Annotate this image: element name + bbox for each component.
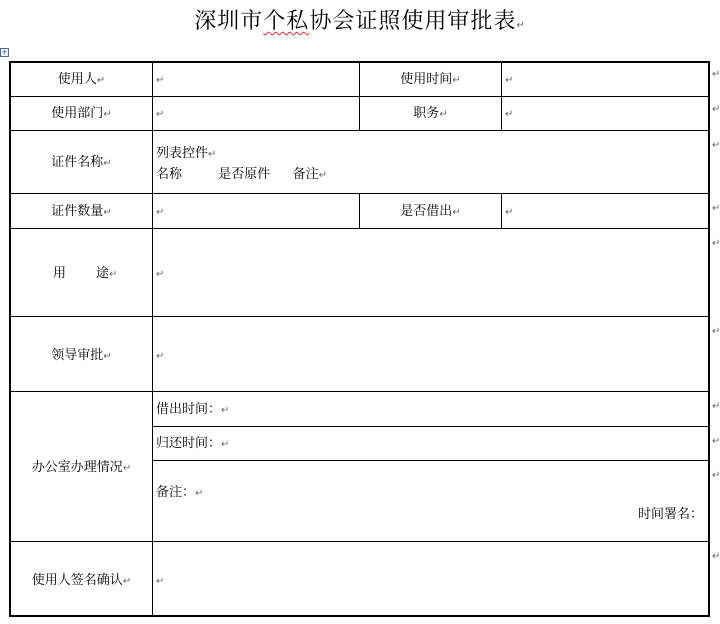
row-divider [153, 460, 708, 461]
return-time-field[interactable]: 归还时间：↵ [156, 436, 230, 451]
row-end-mark: ↵ [712, 436, 720, 447]
title-prefix: 深圳市 [194, 9, 264, 34]
row-divider [11, 228, 708, 229]
borrow-time-field[interactable]: 借出时间：↵ [156, 402, 230, 417]
leader-approval-label: 领导审批↵ [51, 348, 112, 363]
row-end-mark: ↵ [712, 470, 720, 481]
title-spell-flagged: 个私 [263, 9, 310, 34]
title-suffix: 协会证照使用审批表 [309, 9, 517, 34]
row-end-mark: ↵ [712, 69, 720, 80]
office-note-field[interactable]: 备注：↵ [156, 485, 204, 500]
user-signature-field[interactable]: ↵ [156, 576, 165, 587]
row-divider [11, 130, 708, 131]
department-label: 使用部门↵ [51, 106, 112, 121]
cert-quantity-field[interactable]: ↵ [156, 207, 165, 218]
col-note: 备注 [292, 167, 319, 182]
paragraph-mark: ↵ [516, 20, 526, 31]
row-end-mark: ↵ [712, 238, 720, 249]
row-end-mark: ↵ [712, 551, 720, 562]
row-divider [11, 541, 708, 542]
usage-time-label: 使用时间↵ [400, 72, 461, 87]
column-divider [152, 63, 153, 615]
leader-approval-field[interactable]: ↵ [156, 351, 165, 362]
position-label: 职务↵ [413, 106, 448, 121]
office-handling-label: 办公室办理情况↵ [31, 460, 132, 475]
user-label: 使用人↵ [57, 72, 106, 87]
row-divider [153, 426, 708, 427]
position-field[interactable]: ↵ [505, 109, 514, 120]
purpose-label: 用 途↵ [53, 266, 118, 281]
cert-name-label: 证件名称↵ [51, 155, 112, 170]
list-control-title[interactable]: 列表控件↵ [156, 146, 217, 161]
purpose-field[interactable]: ↵ [156, 269, 165, 280]
time-signature-field[interactable]: 时间署名： [638, 507, 704, 522]
row-end-mark: ↵ [712, 104, 720, 115]
list-control-columns: 名称 是否原件 备注↵ [156, 167, 327, 182]
column-divider [501, 63, 502, 130]
usage-time-field[interactable]: ↵ [505, 75, 514, 86]
row-end-mark: ↵ [712, 401, 720, 412]
table-move-handle-icon[interactable]: + [1, 48, 8, 56]
col-name: 名称 [156, 167, 183, 182]
borrowed-label: 是否借出↵ [400, 204, 461, 219]
cert-quantity-label: 证件数量↵ [51, 204, 112, 219]
row-end-mark: ↵ [712, 140, 720, 151]
page-title [0, 7, 720, 41]
row-divider [11, 391, 708, 392]
user-field[interactable]: ↵ [156, 75, 165, 86]
row-end-mark: ↵ [712, 326, 720, 337]
approval-form-table [9, 61, 710, 617]
user-signature-label: 使用人签名确认↵ [31, 573, 132, 588]
col-original: 是否原件 [218, 167, 271, 182]
row-divider [11, 316, 708, 317]
row-end-mark: ↵ [712, 203, 720, 214]
borrowed-field[interactable]: ↵ [505, 207, 514, 218]
column-divider [501, 193, 502, 228]
department-field[interactable]: ↵ [156, 109, 165, 120]
